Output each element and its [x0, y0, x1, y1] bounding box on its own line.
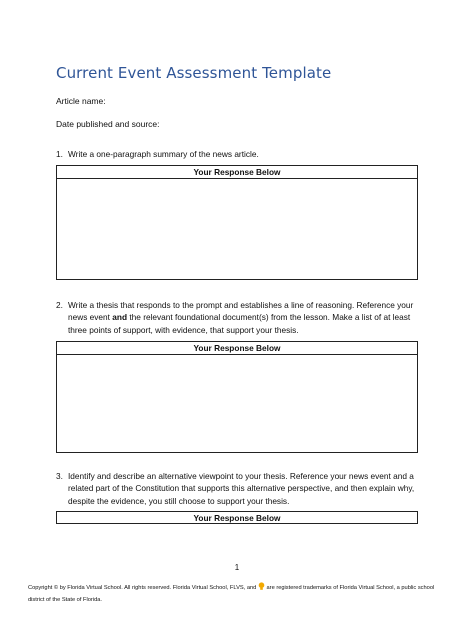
page-title: Current Event Assessment Template — [56, 64, 332, 82]
response-box-1[interactable] — [56, 165, 418, 280]
response-box-3[interactable] — [56, 511, 418, 524]
page-number: 1 — [234, 563, 240, 572]
footer-text: Copyright © by Florida Virtual School. All rights reserved. Florida Virtual School, FLVS, and — [28, 585, 257, 591]
question-text — [68, 299, 420, 336]
question-text-part: the relevant foundational document(s) from the lesson. Make a list of at least three points of support, with evidence, that support your thesis. — [68, 312, 411, 335]
question-number: 1. — [56, 149, 63, 159]
response-header: Your Response Below — [57, 166, 417, 179]
question-2 — [56, 299, 420, 336]
response-header: Your Response Below — [193, 513, 281, 523]
question-text-part: Write a thesis that responds to the prompt and establishes a line of reasoning. Reference your news event — [68, 300, 414, 323]
response-box-2[interactable] — [56, 341, 418, 453]
question-1 — [56, 148, 420, 160]
footer-text: are registered trademarks of Florida Virtual School, a public school district of the State of Florida. — [28, 585, 435, 603]
article-name-label: Article name: — [56, 96, 106, 106]
question-text: Identify and describe an alternative viewpoint to your thesis. Reference your news event and a related part of the Constitution that supports this alternative perspective, and then explain why, despite the evidence, you still choose to support your thesis. — [68, 471, 415, 506]
question-text: Write a one-paragraph summary of the news article. — [68, 149, 259, 159]
question-3 — [56, 470, 420, 507]
question-number: 3. — [56, 471, 63, 481]
lightbulb-icon — [258, 582, 265, 595]
question-text-bold: and — [112, 312, 128, 323]
date-source-label: Date published and source: — [56, 119, 160, 129]
copyright-footer — [28, 582, 448, 605]
question-number: 2. — [56, 300, 63, 310]
response-header: Your Response Below — [57, 342, 417, 355]
